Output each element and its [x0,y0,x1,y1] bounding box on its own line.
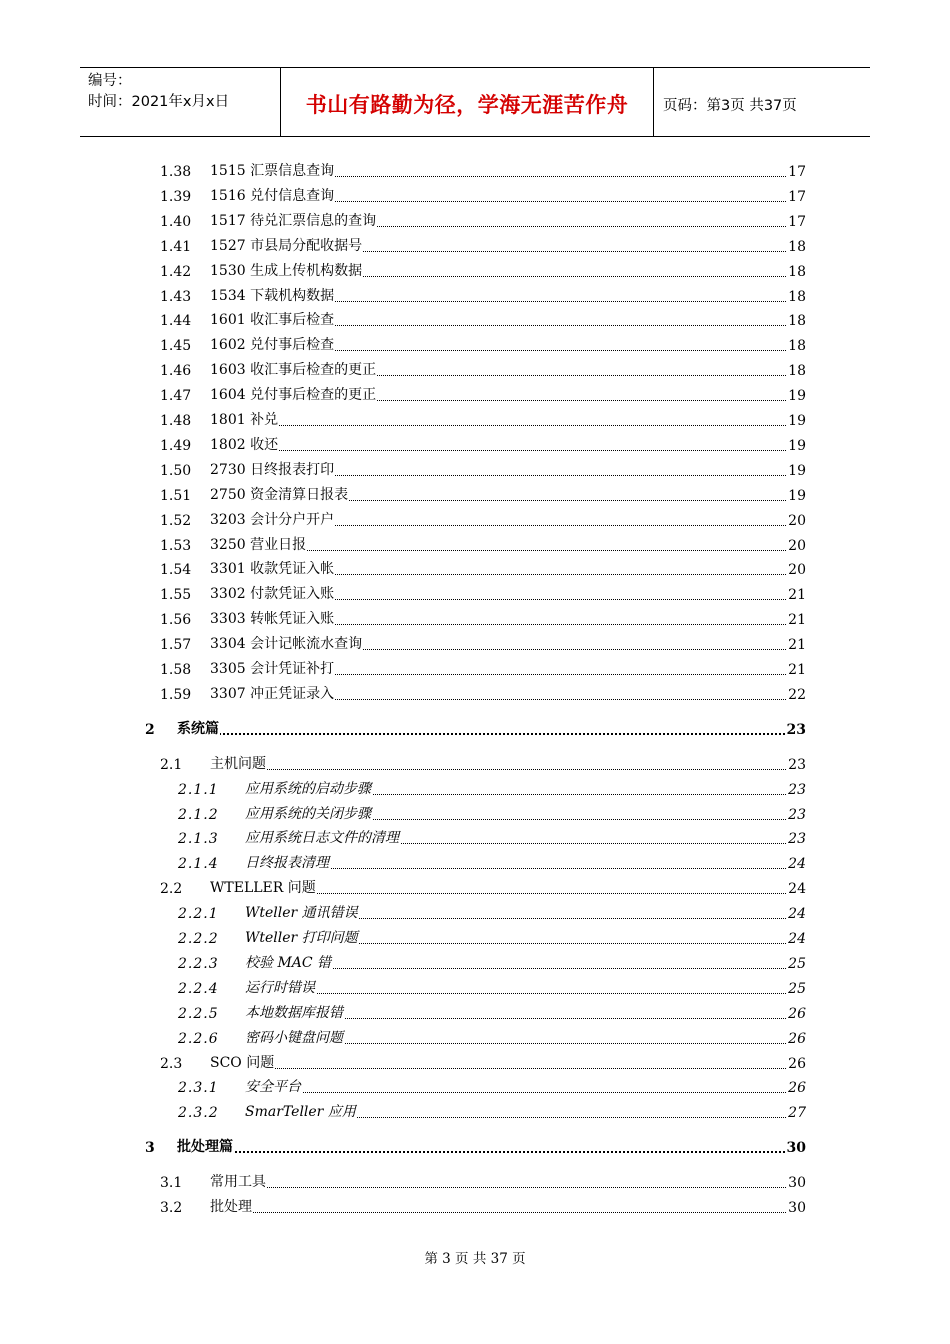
toc-entry-page: 18 [788,288,806,305]
toc-entry-page: 17 [788,164,806,180]
toc-dot-leader [180,733,804,735]
toc-entry-title: 1604 兑付事后检查的更正 [210,384,377,404]
toc-entry-page: 25 [788,980,806,997]
toc-entry-page: 24 [788,906,806,923]
toc-entry-page: 26 [788,1055,806,1072]
toc-entry-title: 校验 MAC 错 [245,952,332,972]
toc-dot-leader [215,450,804,451]
toc-entry-number: 2.2.5 [178,1005,219,1022]
toc-entry-number: 1.51 [160,487,192,504]
toc-entry[interactable] [0,751,950,775]
toc-dot-leader [250,1092,804,1093]
header-page-info: 页码：第3页 共37页 [663,97,797,114]
toc-entry-page: 19 [788,388,806,405]
toc-entry-title: 3305 会计凭证补打 [210,658,335,678]
toc-entry-page: 23 [788,831,806,848]
toc-entry-page: 24 [788,931,806,947]
header-meta [80,68,281,136]
toc-entry-page: 23 [788,806,806,823]
toc-entry-title: Wteller 打印问题 [245,927,359,947]
toc-dot-leader [215,425,804,426]
toc-entry-number: 2.2.1 [178,906,219,923]
toc-entry-number: 3.2 [160,1200,183,1216]
toc-entry-title: 1534 下载机构数据 [210,285,335,305]
toc-entry-page: 20 [788,562,806,579]
toc-entry-title: Wteller 通讯错误 [245,902,359,922]
toc-entry-number: 2.1.3 [178,831,219,848]
toc-entry-title: 2730 日终报表打印 [210,459,335,479]
toc-entry-title: 3250 营业日报 [210,534,307,554]
toc-entry-page: 19 [788,462,806,479]
toc-entry-title: 批处理 [210,1196,253,1216]
toc-entry-page: 30 [788,1175,806,1192]
toc-entry-title: 运行时错误 [245,977,316,997]
toc-entry-number: 1.57 [160,637,192,654]
toc-entry-title: 本地数据库报错 [245,1002,344,1022]
toc-entry-page: 21 [788,662,806,678]
toc-entry-number: 1.47 [160,388,192,405]
time-label: 时间：2021年x月x日 [88,94,230,110]
toc-entry[interactable] [0,233,950,257]
toc-entry-title: 2750 资金清算日报表 [210,484,349,504]
toc-entry-page: 21 [788,587,806,604]
toc-entry-title: 1517 待兑汇票信息的查询 [210,210,377,230]
toc-entry[interactable] [0,382,950,406]
toc-entry-title: SmarTeller 应用 [245,1101,357,1121]
toc-entry-page: 27 [788,1105,806,1122]
toc-entry-page: 18 [788,338,806,355]
toc-entry-title: 1801 补兑 [210,409,279,429]
toc-entry-number: 2.2.2 [178,931,219,947]
toc-entry[interactable] [0,1050,950,1074]
toc-entry[interactable] [0,307,950,331]
toc-entry-title: 3304 会计记帐流水查询 [210,633,363,653]
toc-entry-number: 1.40 [160,213,192,230]
toc-entry-page: 20 [788,512,806,529]
toc-entry-number: 2.1 [160,756,183,773]
toc-entry-page: 23 [786,721,806,738]
toc-dot-leader [180,1151,804,1153]
toc-entry-title: 安全平台 [245,1076,302,1096]
toc-entry[interactable] [0,875,950,899]
toc-entry-number: 2.1.2 [178,806,219,823]
toc-entry-number: 1.48 [160,413,192,429]
toc-entry[interactable] [0,925,950,949]
toc-entry[interactable] [0,656,950,680]
toc-entry-number: 3 [145,1140,155,1157]
toc-entry-number: 2.3.2 [178,1105,219,1122]
toc-entry[interactable] [0,801,950,825]
toc-dot-leader [250,968,804,969]
toc-entry-page: 17 [788,213,806,230]
toc-entry[interactable] [0,631,950,655]
toc-entry-number: 2.3 [160,1055,183,1072]
toc-entry-page: 23 [788,781,806,798]
toc-entry-number: 1.54 [160,562,192,579]
toc-entry-number: 2.2.6 [178,1030,219,1047]
toc-entry-number: 1.58 [160,662,192,678]
toc-entry[interactable] [0,532,950,556]
toc-entry-title: SCO 问题 [210,1052,275,1072]
toc-entry-page: 18 [788,313,806,330]
toc-entry-number: 2.3.1 [178,1080,219,1097]
toc-entry[interactable] [0,507,950,531]
toc-entry[interactable] [0,681,950,705]
toc-entry[interactable] [0,283,950,307]
toc-entry-title: 批处理篇 [177,1136,234,1156]
toc-entry-page: 24 [788,856,806,873]
toc-entry-title: 3301 收款凭证入帐 [210,558,335,578]
toc-entry-title: 1530 生成上传机构数据 [210,260,363,280]
toc-entry-number: 1.41 [160,238,192,255]
toc-entry-page: 21 [788,637,806,654]
toc-entry-title: 主机问题 [210,753,267,773]
toc-entry-title: 1516 兑付信息查询 [210,185,335,205]
toc-entry[interactable] [0,950,950,974]
page-footer: 第 3 页 共 37 页 [424,1251,526,1267]
toc-entry-page: 24 [788,881,806,898]
toc-entry-page: 19 [788,487,806,504]
toc-entry-page: 19 [788,437,806,454]
toc-entry-page: 26 [788,1030,806,1047]
toc-entry[interactable] [0,581,950,605]
toc-entry-number: 1.45 [160,338,192,355]
toc-entry-page: 18 [788,363,806,380]
toc-entry[interactable] [0,1000,950,1024]
toc-dot-leader [215,1212,804,1213]
toc-entry-page: 19 [788,413,806,429]
toc-entry-number: 1.43 [160,288,192,305]
toc-entry-title: 日终报表清理 [245,852,330,872]
toc-entry-number: 2.2 [160,881,183,898]
toc-entry-number: 1.52 [160,512,192,529]
page-header [80,67,870,137]
toc-entry-number: 1.49 [160,437,192,454]
toc-entry[interactable] [0,1169,950,1193]
toc-entry-title: 系统篇 [177,718,220,738]
toc-dot-leader [215,769,804,770]
toc-entry-title: 1515 汇票信息查询 [210,160,335,180]
toc-entry[interactable] [0,850,950,874]
toc-entry-number: 2.1.1 [178,781,219,798]
toc-entry[interactable] [0,556,950,580]
toc-entry[interactable] [0,1134,950,1158]
toc-entry[interactable] [0,900,950,924]
toc-entry-title: 常用工具 [210,1171,267,1191]
toc-entry-page: 20 [788,537,806,554]
toc-entry-page: 30 [786,1140,806,1157]
toc-entry[interactable] [0,975,950,999]
toc-entry-title: 应用系统的启动步骤 [245,778,372,798]
toc-entry[interactable] [0,208,950,232]
toc-entry[interactable] [0,1099,950,1123]
toc-entry-page: 17 [788,188,806,205]
toc-entry[interactable] [0,258,950,282]
toc-entry-page: 26 [788,1080,806,1097]
toc-entry[interactable] [0,1074,950,1098]
toc-entry-title: 1802 收还 [210,434,279,454]
toc-entry-title: WTELLER 问题 [210,877,317,897]
toc-entry-title: 1527 市县局分配收据号 [210,235,363,255]
toc-entry[interactable] [0,332,950,356]
toc-entry-page: 22 [788,686,806,703]
toc-dot-leader [250,993,804,994]
toc-entry-title: 密码小键盘问题 [245,1027,344,1047]
toc-entry-number: 1.53 [160,537,192,554]
toc-entry-number: 1.55 [160,587,192,604]
toc-entry[interactable] [0,482,950,506]
toc-entry-title: 3302 付款凭证入账 [210,583,335,603]
toc-entry[interactable] [0,1194,950,1218]
toc-entry[interactable] [0,432,950,456]
toc-entry-page: 23 [788,756,806,773]
toc-entry-page: 25 [788,955,806,972]
toc-entry-number: 2.1.4 [178,856,219,873]
header-motto: 书山有路勤为径，学海无涯苦作舟 [281,68,654,136]
toc-entry[interactable] [0,776,950,800]
toc-entry-number: 1.59 [160,686,192,703]
toc-entry-number: 3.1 [160,1175,183,1192]
toc-entry-title: 3307 冲正凭证录入 [210,683,335,703]
toc-entry-number: 2.2.3 [178,955,219,972]
toc-entry[interactable] [0,457,950,481]
toc-entry-page: 21 [788,612,806,629]
serial-label: 编号： [88,73,132,89]
toc-entry-number: 1.46 [160,363,192,380]
toc-entry[interactable] [0,357,950,381]
toc-entry-page: 26 [788,1005,806,1022]
toc-entry-number: 1.39 [160,188,192,205]
toc-entry-page: 30 [788,1200,806,1216]
toc-entry[interactable] [0,407,950,431]
toc-entry-title: 3303 转帐凭证入账 [210,608,335,628]
toc-dot-leader [215,1187,804,1188]
toc-entry-number: 1.56 [160,612,192,629]
toc-entry-title: 1602 兑付事后检查 [210,334,335,354]
toc-entry-number: 2.2.4 [178,980,219,997]
toc-entry-page: 18 [788,263,806,280]
toc-entry-page: 18 [788,238,806,255]
toc-entry-number: 1.42 [160,263,192,280]
toc-entry[interactable] [0,716,950,740]
toc-entry-number: 1.38 [160,164,192,180]
toc-entry-title: 3203 会计分户开户 [210,509,335,529]
toc-entry-title: 1601 收汇事后检查 [210,309,335,329]
toc-entry-number: 1.50 [160,462,192,479]
toc-entry-number: 2 [145,721,155,738]
toc-dot-leader [250,868,804,869]
toc-entry[interactable] [0,825,950,849]
toc-dot-leader [215,1068,804,1069]
toc-entry-number: 1.44 [160,313,192,330]
toc-entry[interactable] [0,606,950,630]
toc-entry-title: 应用系统的关闭步骤 [245,803,372,823]
toc-entry[interactable] [0,1025,950,1049]
toc-entry-title: 应用系统日志文件的清理 [245,827,400,847]
toc-entry[interactable] [0,158,950,182]
toc-entry-title: 1603 收汇事后检查的更正 [210,359,377,379]
toc-entry[interactable] [0,183,950,207]
